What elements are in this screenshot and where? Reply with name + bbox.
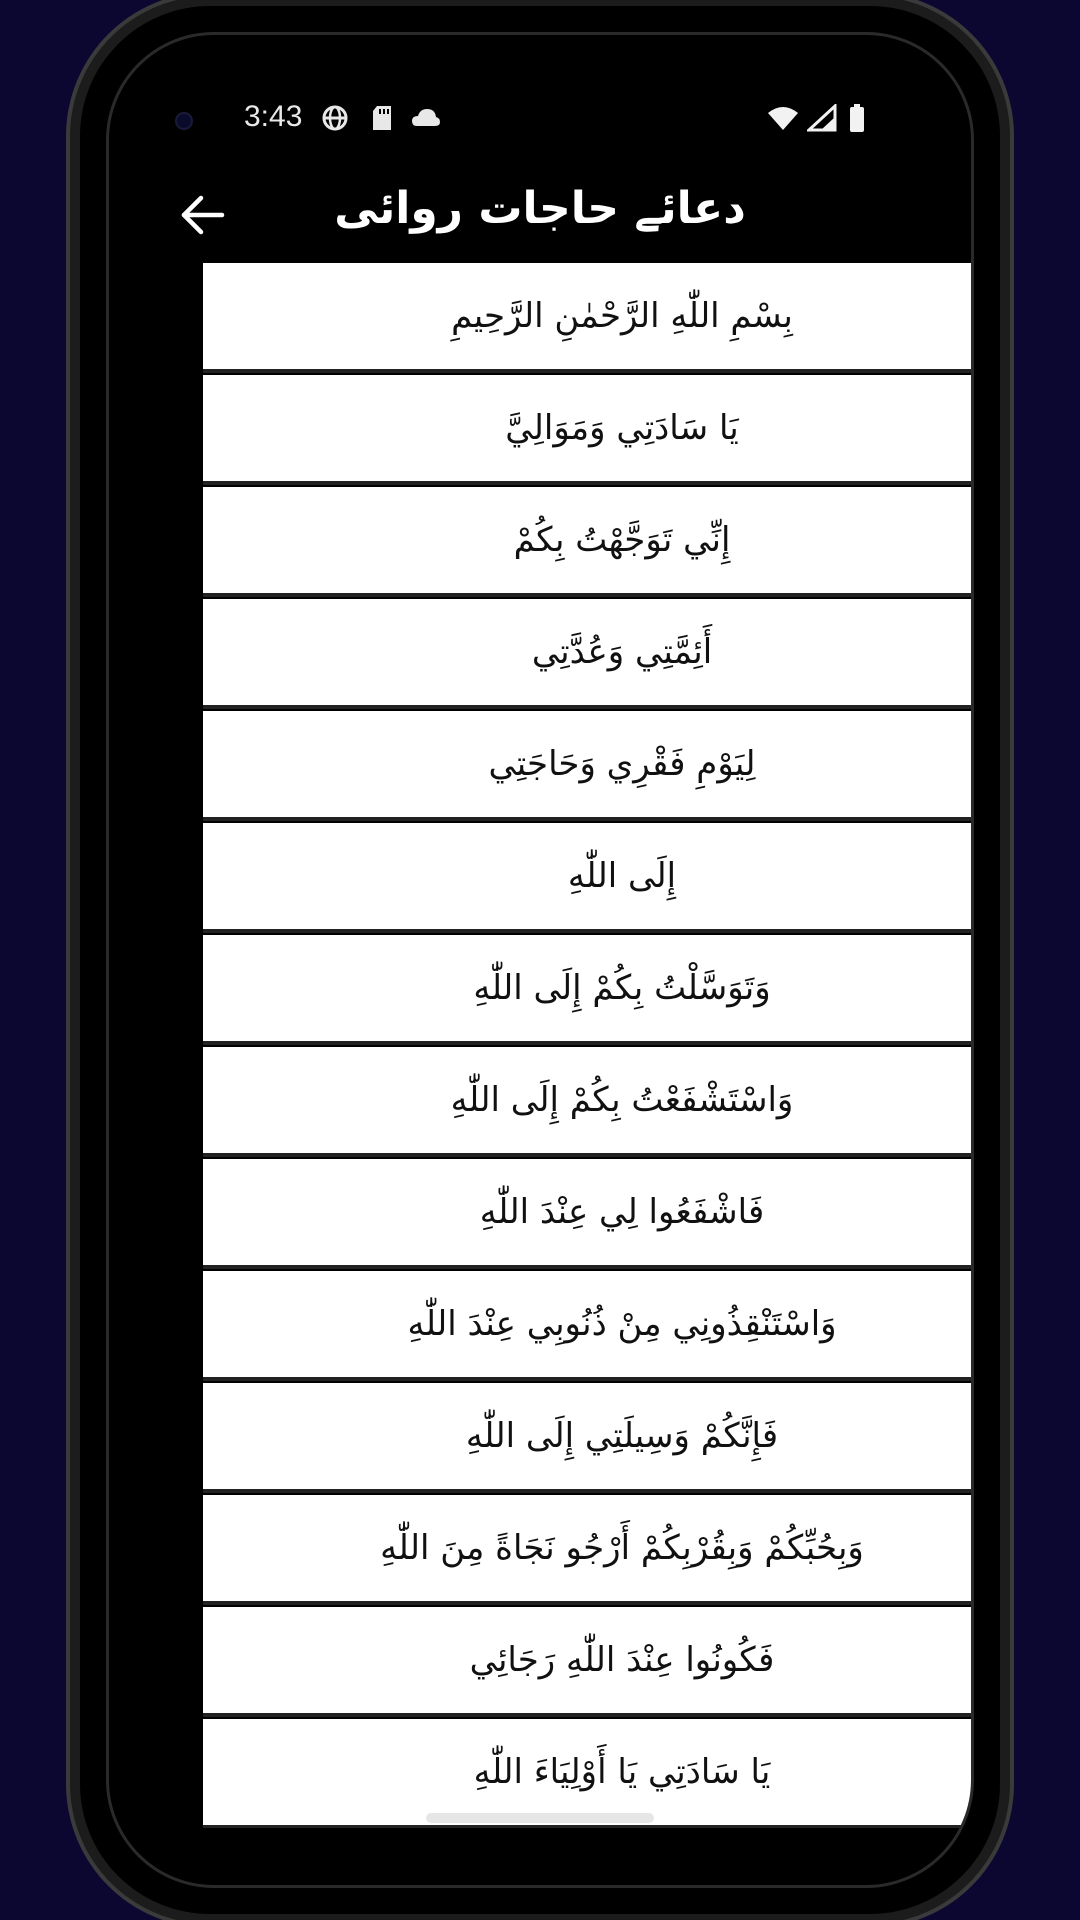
battery-icon — [849, 104, 865, 132]
status-bar — [109, 90, 971, 150]
front-camera — [175, 112, 193, 130]
list-item[interactable] — [203, 1495, 974, 1601]
list-item[interactable] — [203, 1271, 974, 1377]
list-item-text: لِيَوْمِ فَقْرِي وَحَاجَتِي — [488, 744, 756, 784]
arrow-left-icon — [178, 190, 228, 240]
list-item[interactable] — [203, 599, 974, 705]
phone-screen — [106, 32, 974, 1888]
list-item-text: بِسْمِ اللّٰهِ الرَّحْمٰنِ الرَّحِيمِ — [451, 296, 793, 336]
list-item-text: إِنِّي تَوَجَّهْتُ بِكُمْ — [513, 520, 731, 560]
list-item-text: وَاسْتَشْفَعْتُ بِكُمْ إِلَى اللّٰهِ — [450, 1080, 794, 1120]
gesture-navigation-bar[interactable] — [426, 1813, 654, 1823]
sdcard-icon — [371, 104, 393, 132]
list-item-text: وَبِحُبِّكُمْ وَبِقُرْبِكُمْ أَرْجُو نَجَاةً مِنَ اللّٰهِ — [380, 1528, 864, 1568]
page-title: دعائے حاجات روائی — [334, 183, 746, 234]
list-item-text: وَاسْتَنْقِذُونِي مِنْ ذُنُوبِي عِنْدَ اللّٰهِ — [407, 1304, 837, 1344]
list-item-text: يَا سَادَتِي وَمَوَالِيَّ — [505, 408, 739, 448]
list-item[interactable] — [203, 823, 974, 929]
list-item[interactable] — [203, 263, 974, 369]
list-item[interactable] — [203, 1047, 974, 1153]
list-item-text: يَا سَادَتِي يَا أَوْلِيَاءَ اللّٰهِ — [473, 1752, 771, 1792]
list-item-text: أَئِمَّتِي وَعُدَّتِي — [531, 632, 713, 672]
status-time: 3:43 — [244, 100, 303, 133]
phone-frame — [80, 6, 1000, 1914]
cloud-icon — [411, 104, 441, 132]
wifi-icon — [767, 104, 799, 132]
list-item-text: إِلَى اللّٰهِ — [567, 856, 677, 896]
list-item-text: فَكُونُوا عِنْدَ اللّٰهِ رَجَائِي — [469, 1640, 775, 1680]
app-bar — [109, 175, 971, 255]
list-item[interactable] — [203, 935, 974, 1041]
list-item-text: وَتَوَسَّلْتُ بِكُمْ إِلَى اللّٰهِ — [473, 968, 771, 1008]
list-item[interactable] — [203, 1719, 974, 1825]
back-button[interactable] — [175, 187, 231, 243]
list-item[interactable] — [203, 1383, 974, 1489]
list-item-text: فَاشْفَعُوا لِي عِنْدَ اللّٰهِ — [479, 1192, 765, 1232]
list-item[interactable] — [203, 487, 974, 593]
list-item[interactable] — [203, 1607, 974, 1713]
list-item[interactable] — [203, 711, 974, 817]
list-item-text: فَإِنَّكُمْ وَسِيلَتِي إِلَى اللّٰهِ — [465, 1416, 779, 1456]
globe-icon — [321, 104, 349, 132]
list-item[interactable] — [203, 1159, 974, 1265]
signal-icon — [807, 104, 837, 132]
dua-list[interactable] — [203, 263, 974, 1828]
list-item[interactable] — [203, 375, 974, 481]
